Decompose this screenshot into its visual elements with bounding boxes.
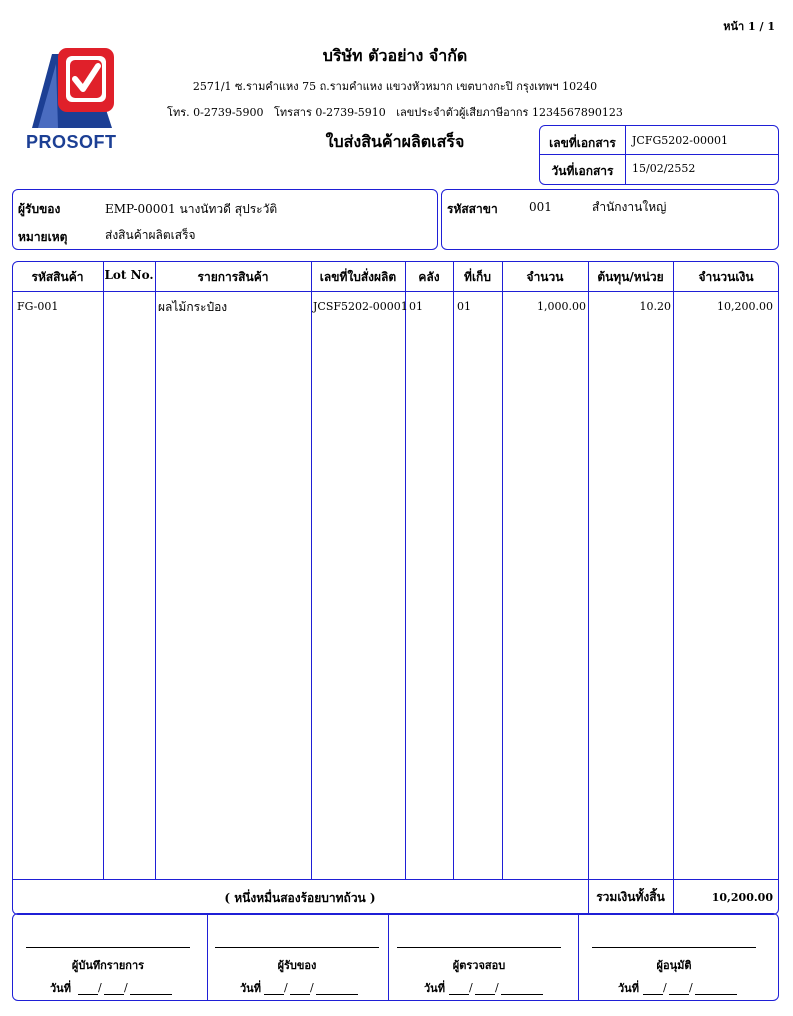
header-job-order-no: เลขที่ใบสั่งผลิต bbox=[319, 270, 397, 284]
header-location: ที่เก็บ bbox=[464, 270, 491, 284]
header-product-name: รายการสินค้า bbox=[197, 270, 269, 284]
cell-quantity: 1,000.00 bbox=[537, 300, 586, 313]
date-label-4: วันที่ bbox=[618, 982, 639, 995]
header-quantity: จำนวน bbox=[526, 270, 564, 284]
page-number: หน้า 1 / 1 bbox=[723, 20, 775, 33]
company-address: 2571/1 ซ.รามคำแหง 75 ถ.รามคำแหง แขวงหัวหมาก เขตบางกะปิ กรุงเทพฯ 10240 bbox=[192, 80, 598, 93]
total-label: รวมเงินทั้งสิ้น bbox=[596, 890, 665, 904]
header-warehouse: คลัง bbox=[418, 270, 440, 284]
cell-product-code: FG-001 bbox=[17, 300, 59, 313]
signature-receiver: ผู้รับของ bbox=[277, 959, 317, 972]
branch-code: 001 bbox=[529, 200, 552, 214]
company-name: บริษัท ตัวอย่าง จำกัด bbox=[322, 46, 468, 65]
items-table bbox=[12, 261, 779, 915]
cell-job-order-no: JCSF5202-00001 bbox=[313, 300, 408, 313]
doc-date-value: 15/02/2552 bbox=[632, 162, 696, 175]
cell-amount: 10,200.00 bbox=[717, 300, 773, 313]
doc-date-label: วันที่เอกสาร bbox=[551, 164, 614, 178]
cell-warehouse: 01 bbox=[409, 300, 423, 313]
cell-location: 01 bbox=[457, 300, 471, 313]
doc-no-label: เลขที่เอกสาร bbox=[549, 136, 616, 150]
receiver-label: ผู้รับของ bbox=[18, 202, 61, 216]
date-label-1: วันที่ bbox=[50, 982, 71, 995]
doc-no-value: JCFG5202-00001 bbox=[632, 134, 728, 147]
date-label-3: วันที่ bbox=[424, 982, 445, 995]
cell-product-name: ผลไม้กระป๋อง bbox=[158, 300, 228, 314]
company-contact: โทร. 0-2739-5900 โทรสาร 0-2739-5910 เลขประจำตัวผู้เสียภาษีอากร 1234567890123 bbox=[167, 106, 623, 119]
total-value: 10,200.00 bbox=[711, 891, 773, 904]
document-title: ใบส่งสินค้าผลิตเสร็จ bbox=[325, 132, 465, 151]
receiver-value: EMP-00001 นางนัทวดี สุประวัติ bbox=[105, 202, 278, 216]
remark-label: หมายเหตุ bbox=[18, 230, 68, 244]
header-product-code: รหัสสินค้า bbox=[31, 270, 84, 284]
prosoft-logo bbox=[18, 38, 130, 156]
amount-in-words: ( หนึ่งหมื่นสองร้อยบาทถ้วน ) bbox=[224, 891, 376, 905]
branch-label: รหัสสาขา bbox=[447, 202, 498, 216]
date-label-2: วันที่ bbox=[240, 982, 261, 995]
remark-value: ส่งสินค้าผลิตเสร็จ bbox=[105, 228, 196, 242]
signature-recorder: ผู้บันทึกรายการ bbox=[71, 959, 145, 972]
header-amount: จำนวนเงิน bbox=[698, 270, 754, 284]
receiver-box bbox=[12, 189, 438, 250]
signature-inspector: ผู้ตรวจสอบ bbox=[452, 959, 506, 972]
logo-text: PROSOFT bbox=[26, 132, 117, 152]
cell-unit-cost: 10.20 bbox=[639, 300, 671, 313]
header-lot-no: Lot No. bbox=[104, 268, 154, 282]
branch-name: สำนักงานใหญ่ bbox=[592, 200, 667, 214]
signature-approver: ผู้อนุมัติ bbox=[656, 959, 692, 972]
header-unit-cost: ต้นทุน/หน่วย bbox=[597, 270, 664, 284]
